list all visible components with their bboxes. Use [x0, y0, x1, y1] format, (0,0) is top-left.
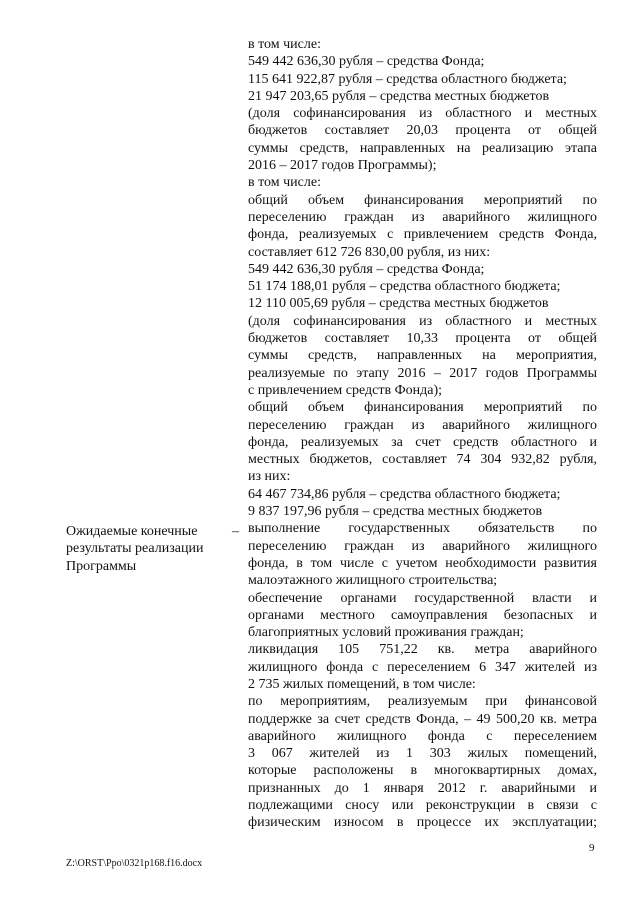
text-line: 2016 – 2017 годов Программы);: [248, 158, 437, 174]
text-line: 21 947 203,65 рубля – средства местных бюджетов: [248, 88, 550, 104]
text-line: 51 174 188,01 рубля – средства областного бюджета;: [248, 279, 561, 295]
text-line: из них:: [248, 469, 291, 485]
text-line: бюджетов составляет 20,03 процента от общей: [248, 123, 597, 139]
page-number: 9: [589, 842, 595, 854]
text-line: поддержке за счет средств Фонда, – 49 500,20 кв. метра: [248, 711, 597, 727]
text-line: переселению граждан из аварийного жилищного: [248, 417, 597, 433]
text-line: переселению граждан из аварийного жилищного: [248, 209, 597, 225]
text-line: 549 442 636,30 рубля – средства Фонда;: [248, 261, 485, 277]
text-line: реализуемые по этапу 2016 – 2017 годов Программы: [248, 365, 597, 381]
text-line: жилищного фонда с переселением 6 347 жителей из: [248, 659, 597, 675]
text-line: составляет 612 726 830,00 рубля, из них:: [248, 244, 491, 260]
label-line: Программы: [66, 558, 137, 574]
footer-file-path: Z:\ORST\Ppo\0321p168.f16.docx: [66, 858, 203, 869]
text-line: выполнение государственных обязательств по: [248, 521, 597, 537]
text-line: 64 467 734,86 рубля – средства областного бюджета;: [248, 486, 561, 502]
text-line: малоэтажного жилищного строительства;: [248, 573, 498, 589]
text-line: суммы средств, направленных на реализацию этапа: [248, 140, 597, 156]
text-line: с привлечением средств Фонда);: [248, 382, 443, 398]
text-line: в том числе:: [248, 175, 321, 191]
text-line: органами местного самоуправления безопасных и: [248, 607, 597, 623]
text-line: переселению граждан из аварийного жилищного: [248, 538, 597, 554]
text-line: подлежащими сносу или реконструкции в связи с: [248, 798, 597, 814]
text-line: физическим износом в процессе их эксплуатации;: [248, 815, 597, 831]
text-line: благоприятных условий проживания граждан;: [248, 625, 524, 641]
text-line: обеспечение органами государственной власти и: [248, 590, 597, 606]
right-column-text: [248, 36, 597, 832]
text-line: которые расположены в многоквартирных домах,: [248, 763, 597, 779]
text-line: 549 442 636,30 рубля – средства Фонда;: [248, 54, 485, 70]
text-line: 115 641 922,87 рубля – средства областного бюджета;: [248, 71, 567, 87]
text-line: (доля софинансирования из областного и местных: [248, 313, 597, 329]
row-label-expected-results: [66, 523, 236, 575]
text-line: местных бюджетов, составляет 74 304 932,82 рубля,: [248, 452, 597, 468]
text-line: 3 067 жителей из 1 303 жилых помещений,: [248, 746, 597, 762]
text-line: 2 735 жилых помещений, в том числе:: [248, 676, 476, 692]
label-dash: –: [232, 524, 239, 539]
text-line: общий объем финансирования мероприятий по: [248, 192, 597, 208]
text-line: общий объем финансирования мероприятий по: [248, 400, 597, 416]
text-line: в том числе:: [248, 37, 321, 52]
text-line: 9 837 197,96 рубля – средства местных бюджетов: [248, 504, 543, 520]
text-line: ликвидация 105 751,22 кв. метра аварийного: [248, 642, 597, 658]
label-line: Ожидаемые конечные: [66, 524, 198, 539]
text-line: признанных до 1 января 2012 г. аварийными и: [248, 780, 597, 796]
text-line: (доля софинансирования из областного и местных: [248, 106, 597, 122]
text-line: фонда, реализуемых за счет средств областного и: [248, 434, 597, 450]
text-line: фонда, реализуемых с привлечением средств Фонда,: [248, 227, 597, 243]
label-line: результаты реализации: [66, 541, 204, 557]
text-line: суммы средств, направленных на мероприятия,: [248, 348, 597, 364]
text-line: фонда, в том числе с учетом необходимости развития: [248, 555, 597, 571]
text-line: по мероприятиям, реализуемым при финансовой: [248, 694, 597, 710]
text-line: аварийного жилищного фонда с переселением: [248, 728, 597, 744]
text-line: бюджетов составляет 10,33 процента от общей: [248, 331, 597, 347]
text-line: 12 110 005,69 рубля – средства местных бюджетов: [248, 296, 549, 312]
